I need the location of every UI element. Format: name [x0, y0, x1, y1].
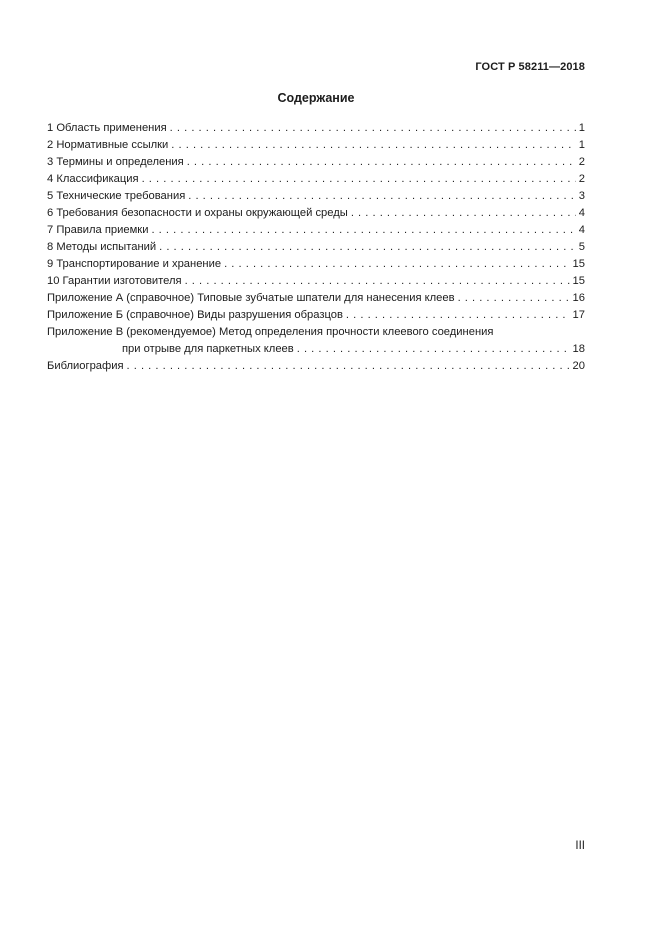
toc-entry [47, 324, 585, 341]
dot-leader [188, 188, 576, 205]
toc-entry-label: 5 Технические требования [47, 190, 186, 202]
toc-entry-page: 5 [578, 241, 585, 253]
toc-entry-page: 16 [572, 292, 585, 304]
toc-entry-label: 7 Правила приемки [47, 224, 149, 236]
toc-entry-continuation [47, 341, 585, 358]
dot-leader [142, 171, 576, 188]
document-header-standard-number: ГОСТ Р 58211—2018 [475, 61, 585, 73]
toc-entry [47, 256, 585, 273]
table-of-contents [47, 120, 585, 375]
toc-entry [47, 273, 585, 290]
toc-entry-page: 20 [572, 360, 585, 372]
dot-leader [127, 358, 570, 375]
toc-entry-page: 3 [578, 190, 585, 202]
toc-entry-label: 2 Нормативные ссылки [47, 139, 169, 151]
page-number-footer: III [575, 840, 585, 852]
toc-entry-label: 4 Классификация [47, 173, 139, 185]
toc-entry [47, 171, 585, 188]
toc-entry-page: 1 [578, 139, 585, 151]
toc-entry-label: Библиография [47, 360, 124, 372]
toc-entry [47, 120, 585, 137]
toc-entry-page: 15 [572, 258, 585, 270]
dot-leader [170, 120, 576, 137]
toc-entry [47, 239, 585, 256]
dot-leader [346, 307, 570, 324]
dot-leader [187, 154, 576, 171]
toc-entry-label: 8 Методы испытаний [47, 241, 157, 253]
toc-entry [47, 188, 585, 205]
toc-entry-page: 18 [572, 343, 585, 355]
dot-leader [159, 239, 576, 256]
toc-entry [47, 137, 585, 154]
toc-entry-page: 4 [578, 207, 585, 219]
toc-entry-label: 10 Гарантии изготовителя [47, 275, 182, 287]
dot-leader [171, 137, 575, 154]
toc-entry-label: 9 Транспортирование и хранение [47, 258, 222, 270]
toc-entry-label: 6 Требования безопасности и охраны окружающей среды [47, 207, 348, 219]
toc-entry-page: 1 [578, 122, 585, 134]
dot-leader [185, 273, 570, 290]
toc-entry-page: 2 [578, 173, 585, 185]
toc-entry-label: Приложение А (справочное) Типовые зубчатые шпатели для нанесения клеев [47, 292, 455, 304]
toc-entry-page: 15 [572, 275, 585, 287]
toc-entry-page: 4 [578, 224, 585, 236]
toc-entry [47, 358, 585, 375]
dot-leader [458, 290, 570, 307]
dot-leader [151, 222, 575, 239]
toc-entry-label: 3 Термины и определения [47, 156, 184, 168]
page-title: Содержание [277, 91, 355, 105]
toc-entry [47, 307, 585, 324]
toc-entry [47, 154, 585, 171]
toc-entry-page: 2 [578, 156, 585, 168]
toc-entry-label: при отрыве для паркетных клеев [122, 343, 294, 355]
toc-entry [47, 222, 585, 239]
toc-entry [47, 205, 585, 222]
toc-entry-label: Приложение Б (справочное) Виды разрушения образцов [47, 309, 343, 321]
toc-entry-label: Приложение В (рекомендуемое) Метод определения прочности клеевого соединения [47, 326, 494, 338]
dot-leader [351, 205, 576, 222]
dot-leader [297, 341, 570, 358]
toc-entry-page: 17 [572, 309, 585, 321]
toc-entry-label: 1 Область применения [47, 122, 167, 134]
toc-entry [47, 290, 585, 307]
dot-leader [224, 256, 569, 273]
